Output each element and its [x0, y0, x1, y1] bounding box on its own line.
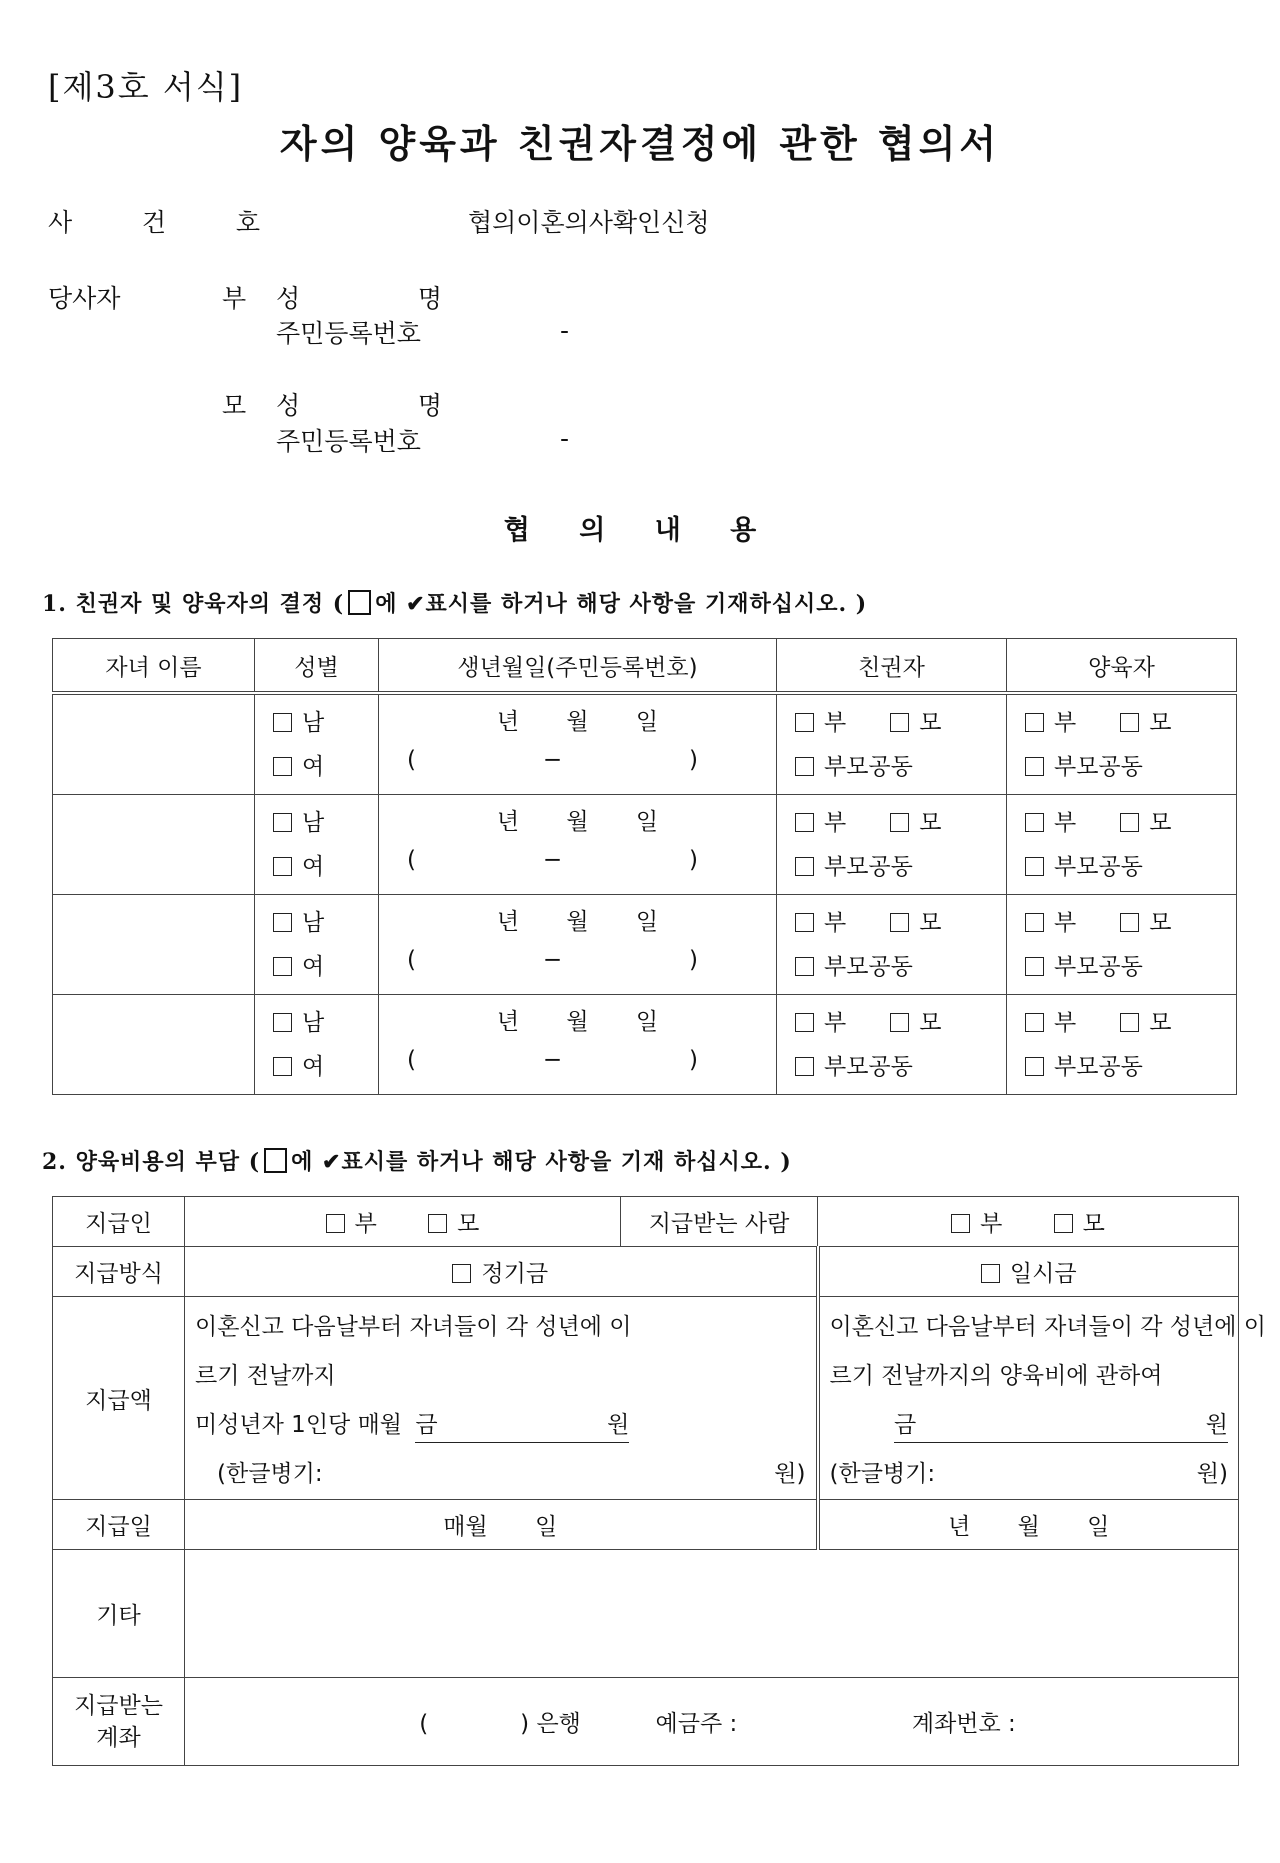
- parental-authority-cell: 부 모 부모공동: [777, 895, 1007, 995]
- male-checkbox[interactable]: [273, 713, 292, 732]
- authority-father-checkbox[interactable]: [795, 913, 814, 932]
- birthdate-cell[interactable]: 년 월 일 ( − ): [379, 995, 777, 1095]
- header-child-name: 자녀 이름: [53, 639, 255, 694]
- child-name-field[interactable]: [53, 693, 255, 795]
- child-support-table: [52, 1196, 1266, 1766]
- regular-amount-cell: 이혼신고 다음날부터 자녀들이 각 성년에 이 르기 전날까지 미성년자 1인당 매월 금 원 (한글병기: 원): [185, 1297, 818, 1500]
- child-name-field[interactable]: [53, 895, 255, 995]
- authority-mother-checkbox[interactable]: [890, 913, 909, 932]
- parental-authority-cell: 부 모 부모공동: [777, 693, 1007, 795]
- authority-mother-checkbox[interactable]: [890, 1013, 909, 1032]
- gender-cell: 남 여: [255, 693, 379, 795]
- birthdate-cell[interactable]: 년 월 일 ( − ): [379, 895, 777, 995]
- female-checkbox[interactable]: [273, 957, 292, 976]
- father-role: 부: [222, 284, 247, 313]
- female-checkbox[interactable]: [273, 857, 292, 876]
- female-checkbox[interactable]: [273, 1057, 292, 1076]
- child-row: [53, 895, 1237, 995]
- authority-father-checkbox[interactable]: [795, 1013, 814, 1032]
- child-row: [53, 795, 1237, 895]
- custodian-father-checkbox[interactable]: [1025, 913, 1044, 932]
- account-label: 지급받는 계좌: [53, 1678, 185, 1766]
- method-label: 지급방식: [53, 1247, 185, 1297]
- father-name-label: 성 명: [276, 284, 442, 313]
- custodian-cell: 부 모 부모공동: [1007, 693, 1237, 795]
- parental-authority-cell: 부 모 부모공동: [777, 995, 1007, 1095]
- child-row: [53, 693, 1237, 795]
- custodian-father-checkbox[interactable]: [1025, 713, 1044, 732]
- method-regular: 정기금: [185, 1247, 818, 1297]
- mother-id-label: 주민등록번호: [276, 427, 421, 456]
- parental-authority-cell: 부 모 부모공동: [777, 795, 1007, 895]
- authority-joint-checkbox[interactable]: [795, 957, 814, 976]
- date-label: 지급일: [53, 1500, 185, 1550]
- header-gender: 성별: [255, 639, 379, 694]
- male-checkbox[interactable]: [273, 913, 292, 932]
- gender-cell: 남 여: [255, 895, 379, 995]
- authority-joint-checkbox[interactable]: [795, 757, 814, 776]
- method-lump-checkbox[interactable]: [981, 1264, 1000, 1283]
- custodian-joint-checkbox[interactable]: [1025, 757, 1044, 776]
- case-value: 협의이혼의사확인신청: [468, 208, 710, 237]
- custodian-cell: 부 모 부모공동: [1007, 795, 1237, 895]
- account-fields: ( ) 은행 예금주 : 계좌번호 :: [185, 1678, 1239, 1766]
- regular-korean-field[interactable]: (한글병기: 원): [217, 1461, 806, 1487]
- birthdate-cell[interactable]: 년 월 일 ( − ): [379, 795, 777, 895]
- child-row: [53, 995, 1237, 1095]
- mother-id-field[interactable]: -: [560, 424, 570, 453]
- father-id-field[interactable]: -: [560, 316, 570, 345]
- lump-amount-field[interactable]: 금 원: [894, 1408, 1228, 1443]
- parties-label: 당사자: [48, 284, 121, 313]
- authority-joint-checkbox[interactable]: [795, 1057, 814, 1076]
- case-label: 사 건 호: [48, 208, 260, 237]
- method-lump: 일시금: [818, 1247, 1239, 1297]
- date-lump-field[interactable]: 년 월 일: [818, 1500, 1239, 1550]
- authority-mother-checkbox[interactable]: [890, 813, 909, 832]
- payee-label: 지급받는 사람: [621, 1197, 818, 1247]
- mother-name-label: 성 명: [276, 391, 442, 420]
- birthdate-cell[interactable]: 년 월 일 ( − ): [379, 693, 777, 795]
- custodian-mother-checkbox[interactable]: [1120, 1013, 1139, 1032]
- lump-korean-field[interactable]: (한글병기: 원): [829, 1461, 1228, 1487]
- other-label: 기타: [53, 1550, 185, 1678]
- female-checkbox[interactable]: [273, 757, 292, 776]
- custodian-mother-checkbox[interactable]: [1120, 913, 1139, 932]
- authority-joint-checkbox[interactable]: [795, 857, 814, 876]
- header-birthdate: 생년월일(주민등록번호): [379, 639, 777, 694]
- custodian-cell: 부 모 부모공동: [1007, 995, 1237, 1095]
- custodian-father-checkbox[interactable]: [1025, 813, 1044, 832]
- payer-label: 지급인: [53, 1197, 185, 1247]
- account-number-label: 계좌번호 :: [911, 1711, 1016, 1737]
- gender-cell: 남 여: [255, 795, 379, 895]
- header-custodian: 양육자: [1007, 639, 1237, 694]
- male-checkbox[interactable]: [273, 813, 292, 832]
- gender-cell: 남 여: [255, 995, 379, 1095]
- authority-mother-checkbox[interactable]: [890, 713, 909, 732]
- custodian-joint-checkbox[interactable]: [1025, 857, 1044, 876]
- header-parental-authority: 친권자: [777, 639, 1007, 694]
- custodian-joint-checkbox[interactable]: [1025, 1057, 1044, 1076]
- custodian-mother-checkbox[interactable]: [1120, 813, 1139, 832]
- custodian-mother-checkbox[interactable]: [1120, 713, 1139, 732]
- authority-father-checkbox[interactable]: [795, 813, 814, 832]
- form-number: [제3호 서식]: [48, 68, 244, 106]
- mother-role: 모: [222, 391, 247, 420]
- payer-mother-checkbox[interactable]: [428, 1214, 447, 1233]
- father-id-label: 주민등록번호: [276, 319, 421, 348]
- custodian-father-checkbox[interactable]: [1025, 1013, 1044, 1032]
- payer-father-checkbox[interactable]: [326, 1214, 345, 1233]
- custody-table: [52, 638, 1237, 1095]
- checkbox-icon: [264, 1148, 287, 1173]
- regular-amount-field[interactable]: 금 원: [415, 1408, 629, 1443]
- payee-father-checkbox[interactable]: [951, 1214, 970, 1233]
- date-regular-field[interactable]: 매월 일: [185, 1500, 818, 1550]
- payer-options: 부 모: [185, 1197, 621, 1247]
- child-name-field[interactable]: [53, 795, 255, 895]
- item1-title: 1. 친권자 및 양육자의 결정 ( 에 ✔표시를 하거나 해당 사항을 기재하십시오. ): [42, 591, 868, 617]
- custodian-cell: 부 모 부모공동: [1007, 895, 1237, 995]
- checkbox-icon: [348, 590, 371, 615]
- other-field[interactable]: [185, 1550, 1239, 1678]
- section-title: 협 의 내 용: [503, 515, 777, 546]
- lump-amount-cell: 이혼신고 다음날부터 자녀들이 각 성년에 이 르기 전날까지의 양육비에 관하여 금 원 (한글병기: 원): [818, 1297, 1239, 1500]
- page-title: 자의 양육과 친권자결정에 관한 협의서: [279, 122, 1001, 166]
- child-name-field[interactable]: [53, 995, 255, 1095]
- method-regular-checkbox[interactable]: [452, 1264, 471, 1283]
- payee-mother-checkbox[interactable]: [1054, 1214, 1073, 1233]
- amount-label: 지급액: [53, 1297, 185, 1500]
- depositor-label: 예금주 :: [655, 1711, 738, 1737]
- custodian-joint-checkbox[interactable]: [1025, 957, 1044, 976]
- payee-options: 부 모: [818, 1197, 1239, 1247]
- item2-title: 2. 양육비용의 부담 ( 에 ✔표시를 하거나 해당 사항을 기재 하십시오. ): [42, 1149, 792, 1175]
- authority-father-checkbox[interactable]: [795, 713, 814, 732]
- male-checkbox[interactable]: [273, 1013, 292, 1032]
